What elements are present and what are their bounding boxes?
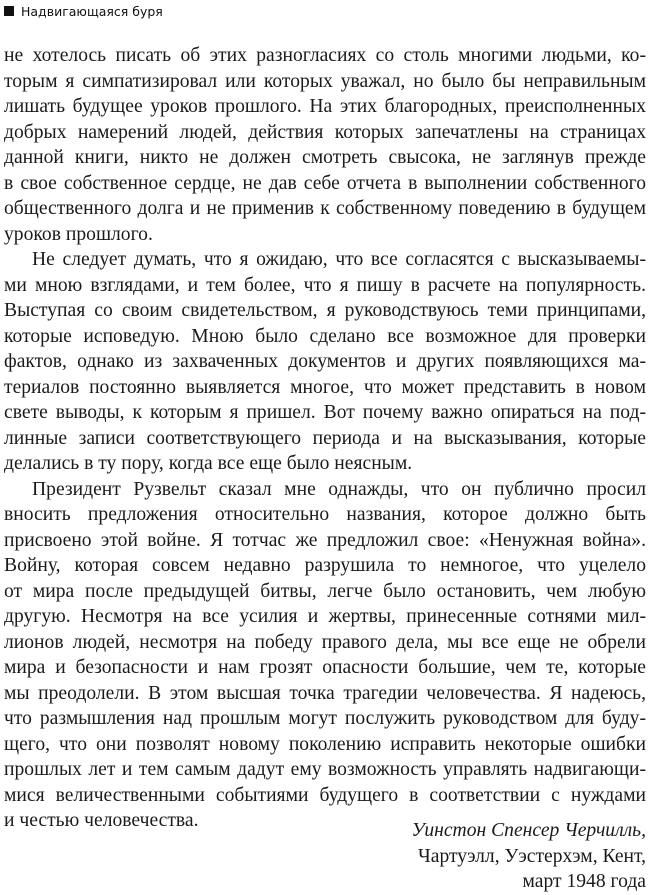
text-line: которые исповедую. Мною было сделано все возможное для проверки: [4, 325, 646, 347]
text-line: уроков прошлого.: [4, 223, 153, 245]
signature-block: [411, 818, 646, 895]
text-line: свете выводы, к которым я пришел. Вот почему важно опираться на под-: [4, 402, 646, 423]
text-line: вносить предложения относительно названия, которое должно быть: [4, 504, 646, 525]
text-line: что размышления над прошлым могут послужить руководством для буду-: [4, 708, 646, 729]
text-line: торым я симпатизировал или которых уважал, но было бы неправильным: [4, 70, 646, 92]
signature-place: Чартуэлл, Уэстерхэм, Кент,: [418, 845, 646, 867]
text-line: фактов, однако из захваченных документов и других появляющихся ма-: [4, 351, 646, 372]
text-line: териалов постоянно выявляется многое, что может представить в новом: [4, 376, 646, 398]
text-line: мира и безопасности и нам грозят опасности большие, чем те, которые: [4, 657, 646, 678]
text-line: в свое собственное сердце, не дав себе отчета в выполнении собственного: [4, 172, 646, 194]
body-text: [4, 43, 646, 834]
text-line: от мира после предыдущей битвы, легче было остановить, чем любую: [4, 580, 646, 602]
text-line: присвоено этой войне. Я тотчас же предложил свое: «Ненужная война».: [4, 529, 646, 551]
text-line: и честью человечества.: [4, 810, 199, 831]
text-line: щего, что они позволят новому поколению исправить некоторые ошибки: [4, 733, 646, 755]
text-line: другую. Несмотря на все усилия и жертвы, принесенные сотнями мил-: [4, 606, 646, 627]
text-line: Президент Рузвельт сказал мне однажды, что он публично просил: [32, 478, 646, 500]
text-line: Войну, которая совсем недавно разрушила то немногое, что уцелело: [4, 555, 646, 576]
square-bullet-icon: [4, 6, 14, 16]
text-line: не хотелось писать об этих разногласиях со столь многими людьми, ко-: [4, 45, 646, 66]
text-line: общественного долга и не применив к собственному поведению в будущем: [4, 198, 646, 219]
text-line: Не следует думать, что я ожидаю, что все согласятся с высказываемы-: [32, 249, 646, 270]
signature-date: март 1948 года: [522, 871, 646, 892]
running-head-title: Надвигающаяся буря: [21, 3, 163, 19]
text-line: лионов людей, несмотря на победу правого дела, мы все еще не обрели: [4, 631, 646, 653]
text-line: делались в ту пору, когда все еще было неясным.: [4, 453, 413, 474]
text-line: данной книги, никто не должен смотреть свысока, не заглянув прежде: [4, 147, 646, 168]
text-line: Выступая со своим свидетельством, я руководствуюсь теми принципами,: [4, 300, 646, 321]
text-line: линные записи соответствующего периода и на высказывания, которые: [4, 427, 646, 449]
text-line: лишать будущее уроков прошлого. На этих благородных, преисполненных: [4, 96, 646, 117]
signature-author: Уинстон Спенсер Черчилль,: [411, 820, 646, 841]
text-line: мися величественными событиями будущего в соответствии с нуждами: [4, 784, 646, 806]
text-line: добрых намерений людей, действия которых запечатлены на страницах: [4, 121, 646, 143]
text-line: ми мною взглядами, и тем более, что я пишу в расчете на популярность.: [4, 274, 646, 296]
text-line: прошлых лет и тем самым дадут ему возможность управлять надвигающи-: [4, 759, 646, 780]
text-line: мы преодолели. В этом высшая точка трагедии человечества. Я надеюсь,: [4, 682, 646, 704]
running-head: [4, 2, 163, 20]
